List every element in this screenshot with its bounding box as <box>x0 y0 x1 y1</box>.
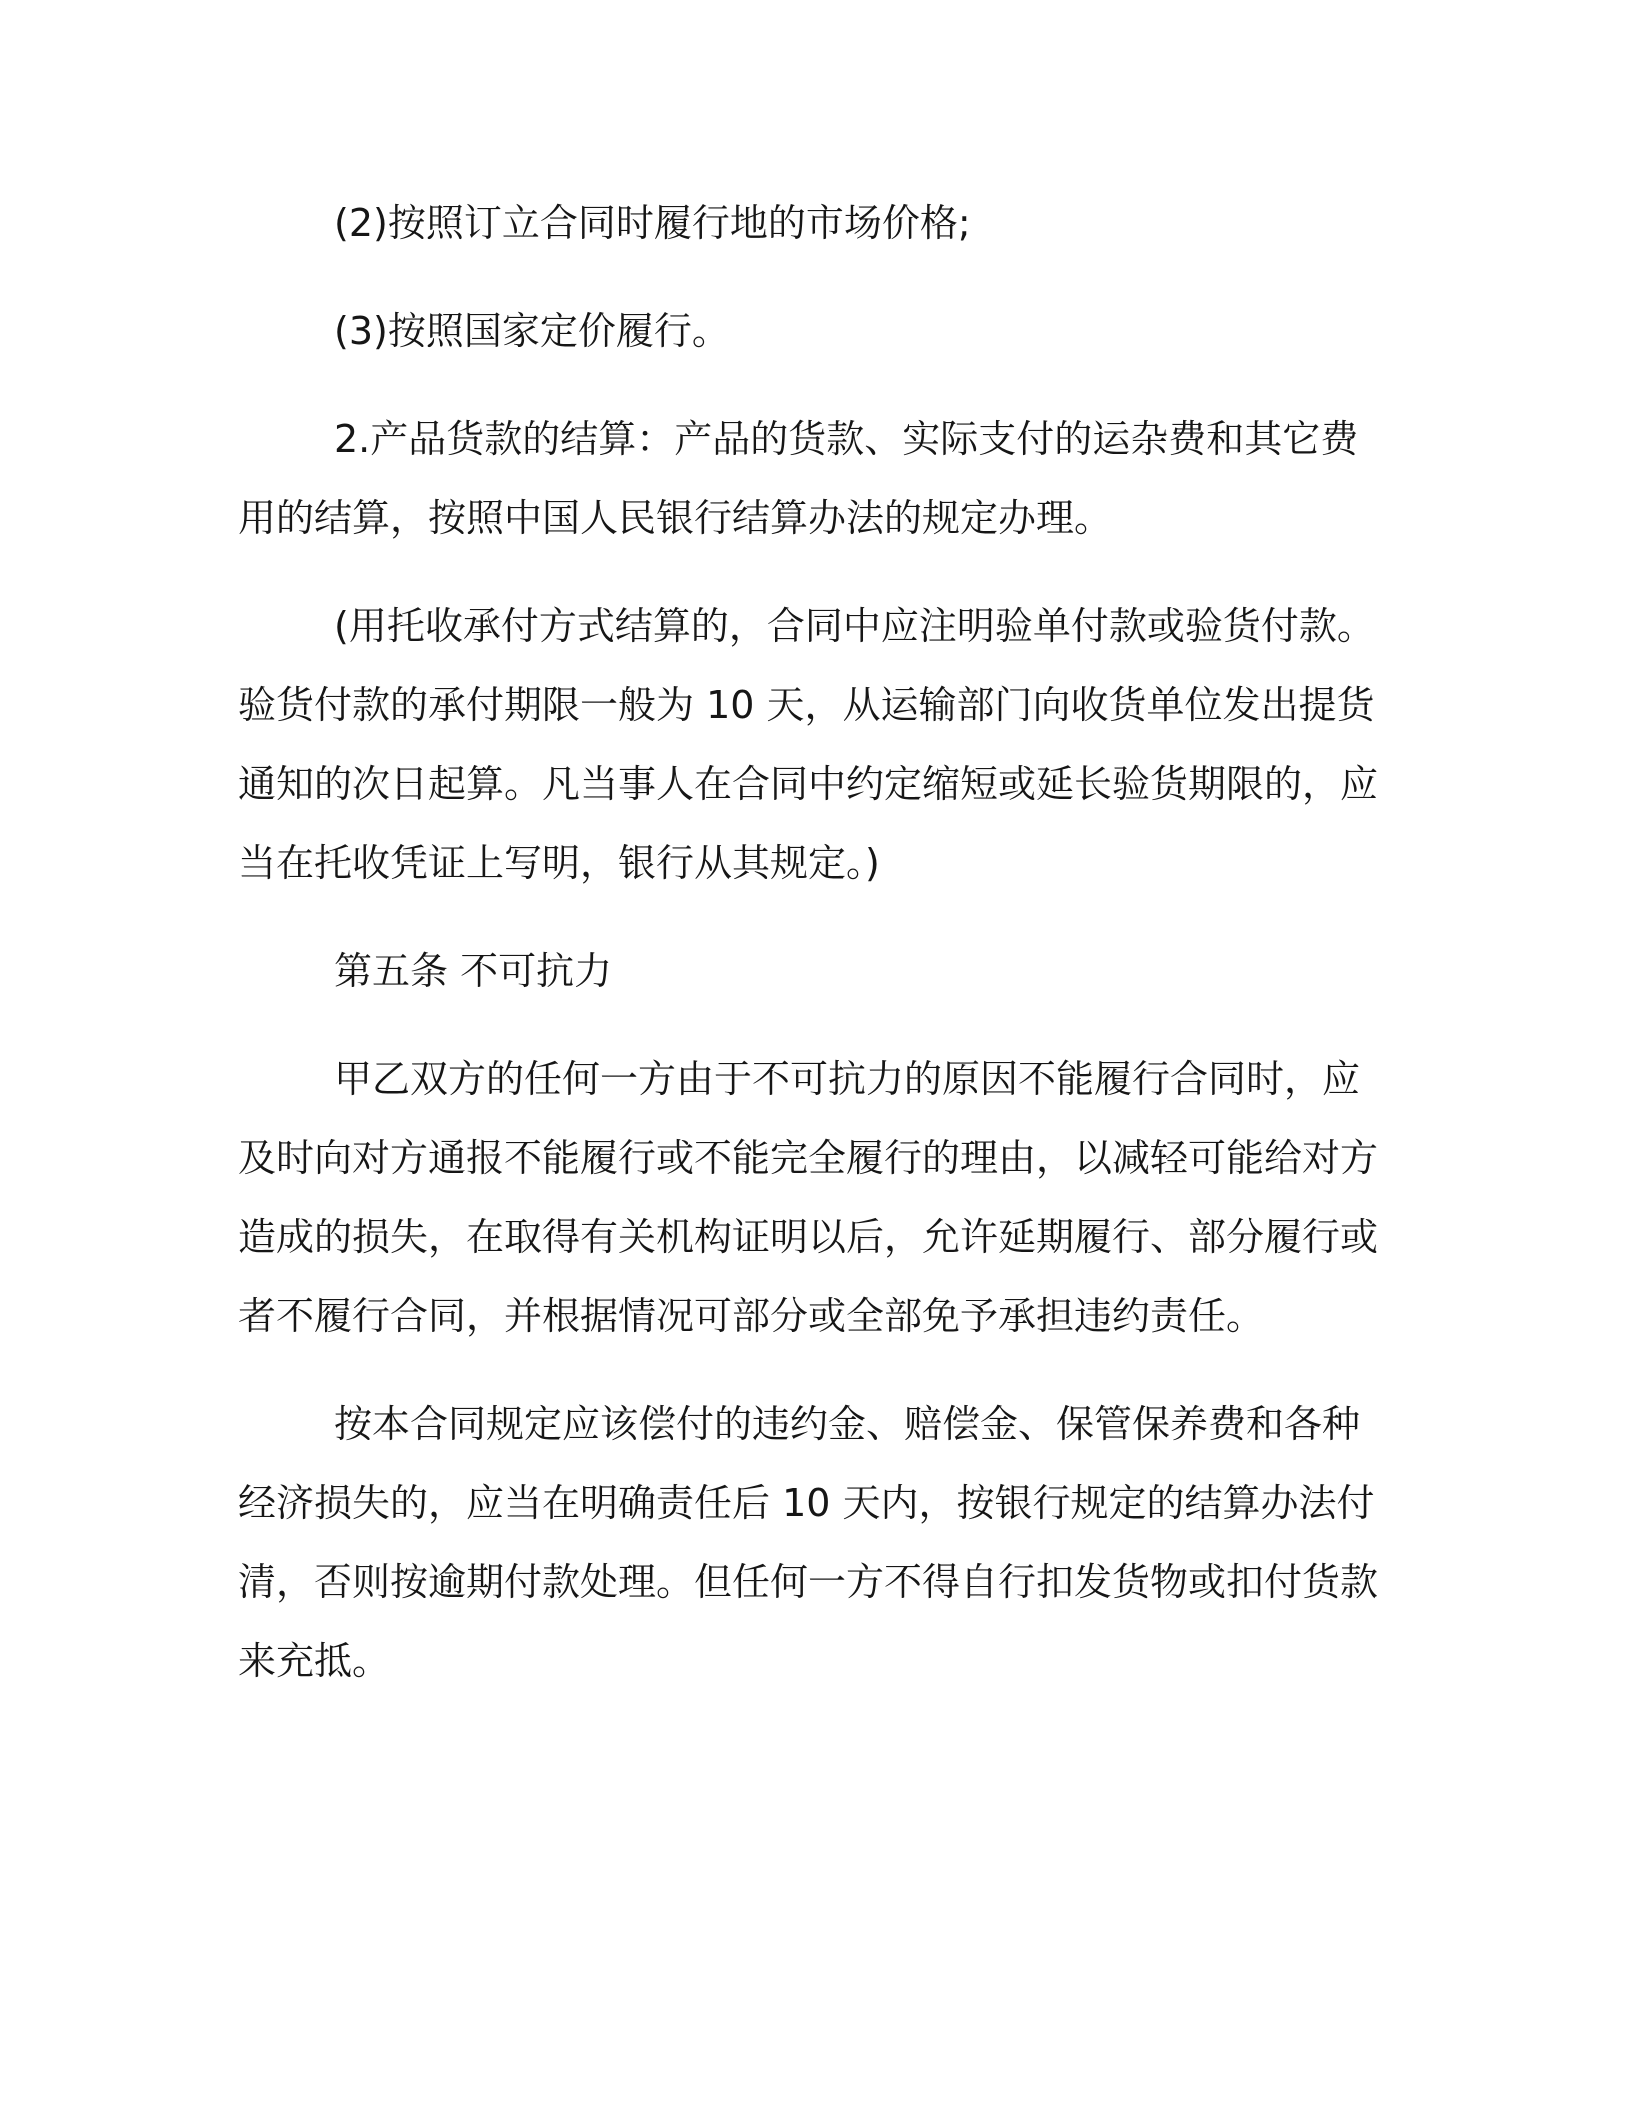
document-body <box>238 184 1384 1701</box>
paragraph-price-state: (3)按照国家定价履行。 <box>334 309 730 353</box>
paragraph-force-majeure: 甲乙双方的任何一方由于不可抗力的原因不能履行合同时，应及时向对方通报不能履行或不能完全履行的理由，以减轻可能给对方造成的损失，在取得有关机构证明以后，允许延期履行、部分履行或者不履行合同，并根据情况可部分或全部免予承担违约责任。 <box>238 1057 1379 1338</box>
article-five-heading: 第五条 不可抗力 <box>334 949 613 993</box>
paragraph-penalty-payment: 按本合同规定应该偿付的违约金、赔偿金、保管保养费和各种经济损失的，应当在明确责任后 10 天内，按银行规定的结算办法付清，否则按逾期付款处理。但任何一方不得自行扣发货物或扣付货款来充抵。 <box>238 1402 1379 1683</box>
paragraph-price-market: (2)按照订立合同时履行地的市场价格; <box>334 201 971 245</box>
paragraph-settlement: 2.产品货款的结算：产品的货款、实际支付的运杂费和其它费用的结算，按照中国人民银行结算办法的规定办理。 <box>238 417 1359 540</box>
paragraph-collection-payment: (用托收承付方式结算的，合同中应注明验单付款或验货付款。验货付款的承付期限一般为 10 天，从运输部门向收货单位发出提货通知的次日起算。凡当事人在合同中约定缩短或延长验货期限的，应当在托收凭证上写明，银行从其规定。) <box>238 604 1379 885</box>
